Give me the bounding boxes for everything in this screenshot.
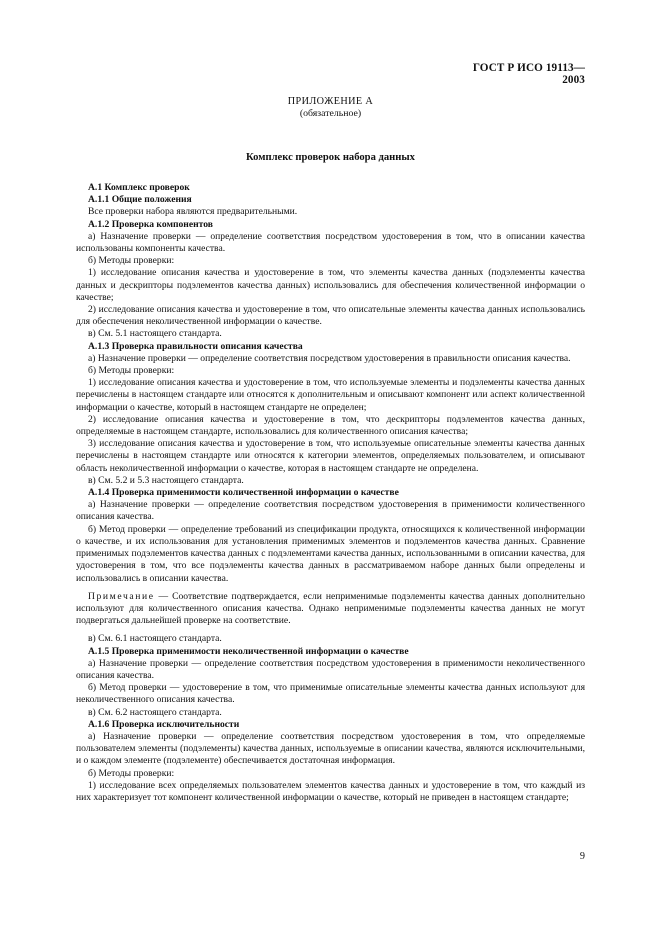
paragraph: а) Назначение проверки — определение соответствия посредством удостоверения в правильности описания качества. (88, 352, 571, 364)
paragraph: в) См. 6.2 настоящего стандарта. (88, 706, 222, 718)
paragraph: а) Назначение проверки — определение соответствия посредством удостоверения в том, что определяемые пользователем элементы (подэлементы) качества данных, используемые в описании качества, являются исключительными, и о каждом элементе (подэлементе) обеспечивается достаточная информация. (76, 730, 585, 767)
paragraph: а) Назначение проверки — определение соответствия посредством удостоверения в том, что в описании качества использованы компоненты качества. (76, 230, 585, 255)
standard-code: ГОСТ Р ИСО 19113—2003 (472, 62, 585, 87)
annex-status: (обязательное) (299, 108, 362, 119)
paragraph: б) Методы проверки: (88, 365, 175, 377)
paragraph: в) См. 5.2 и 5.3 настоящего стандарта. (88, 474, 244, 486)
subsection-heading: А.1.3 Проверка правильности описания качества (88, 340, 303, 352)
paragraph: 3) исследование описания качества и удостоверение в том, что используемые описательные элементы качества данных перечислены в настоящем стандарте или относятся к категории элементов, определяемых пользователем, и описывают область неколичественной информации о качестве, которая в настоящем стандарте не определена. (76, 438, 585, 474)
paragraph: Все проверки набора являются предварительными. (88, 206, 298, 218)
paragraph: в) См. 6.1 настоящего стандарта. (88, 633, 222, 645)
paragraph: 2) исследование описания качества и удостоверение в том, что дескрипторы подэлементов качества данных, определяемые в настоящем стандарте, использовались для количественного описания качества; (76, 413, 585, 438)
document-body (76, 182, 585, 804)
paragraph: б) Метод проверки — удостоверение в том, что применимые описательные элементы качества данных используют для неколичественного описания качества. (76, 682, 585, 706)
paragraph: 1) исследование описания качества и удостоверение в том, что используемые элементы и подэлементы качества данных перечислены в настоящем стандарте или относятся к дополнительным и описывают компонент или аспект количественной информации о качестве, который в настоящем стандарте не определен; (76, 377, 585, 413)
paragraph: 2) исследование описания качества и удостоверение в том, что описательные элементы качества данных использовались для обеспечения неколичественной информации о качестве. (76, 304, 585, 328)
subsection-heading: А.1.4 Проверка применимости количественной информации о качестве (88, 487, 399, 499)
subsection-heading: А.1.1 Общие положения (88, 194, 192, 206)
paragraph: 1) исследование описания качества и удостоверение в том, что элементы качества данных (подэлементы качества данных и дескрипторы подэлементов качества данных) использовались для обеспечения количественной информации о качестве; (76, 267, 585, 303)
paragraph: в) См. 5.1 настоящего стандарта. (88, 328, 222, 340)
document-title: Комплекс проверок набора данных (246, 152, 415, 163)
paragraph: б) Методы проверки: (88, 255, 175, 267)
paragraph: а) Назначение проверки — определение соответствия посредством удостоверения в применимости количественного описания качества. (76, 499, 585, 523)
paragraph: 1) исследование всех определяемых пользователем элементов качества данных и удостоверение в том, что каждый из них характеризует тот компонент количественной информации о качестве, который не приведен в настоящем стандарте; (76, 779, 585, 803)
note-text: — Соответствие подтверждается, если неприменимые подэлементы качества данных дополнительно используют для количественного описания качества. Однако неприменимые подэлементы качества данных не могут подвергаться дальнейшей проверке на соответствие. (76, 590, 585, 627)
subsection-heading: А.1.2 Проверка компонентов (88, 218, 213, 230)
subsection-heading: А.1.6 Проверка исключительности (88, 718, 240, 730)
paragraph: б) Метод проверки — определение требований из спецификации продукта, относящихся к количественной информации о качестве, и их использования для установления применимых элементов и подэлементов качества данных. Сравнение применимых подэлементов качества данных с подэлементами качества данных, использованными в описании качества, для удостоверения в том, что все подэлементы качества данных в рассматриваемом наборе данных были определены и использовались в описании качества. (76, 523, 585, 584)
note (76, 591, 585, 628)
section-heading: А.1 Комплекс проверок (88, 182, 190, 193)
paragraph: а) Назначение проверки — определение соответствия посредством удостоверения в применимости неколичественного описания качества. (76, 657, 585, 681)
paragraph: б) Методы проверки: (88, 767, 175, 779)
annex-title: ПРИЛОЖЕНИЕ А (287, 96, 374, 107)
note-label: Примечание (88, 590, 155, 602)
page-number: 9 (579, 851, 585, 862)
subsection-heading: А.1.5 Проверка применимости неколичественной информации о качестве (88, 645, 409, 657)
